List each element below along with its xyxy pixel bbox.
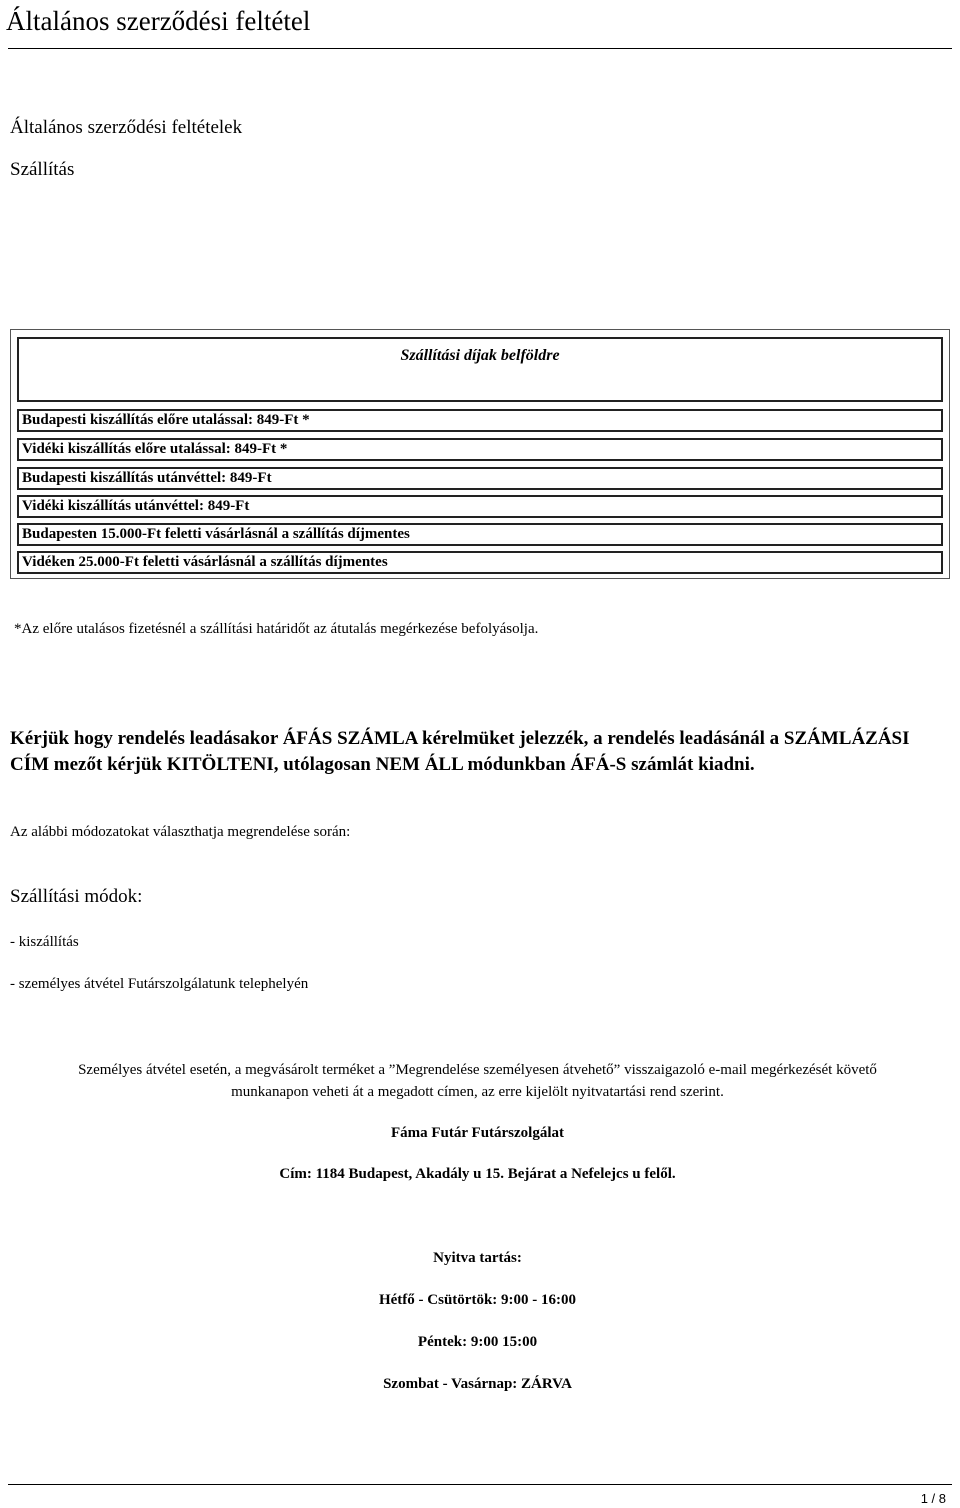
courier-address: Cím: 1184 Budapest, Akadály u 15. Bejárat a Nefelejcs u felől. [279, 1166, 676, 1182]
fee-row: Budapesti kiszállítás előre utalással: 849-Ft * [17, 409, 943, 432]
shipping-heading: Szállítás [10, 159, 75, 180]
personal-pickup-line: munkanapon veheti át a megadott címen, az erre kijelölt nyitvatartási rend szerint. [231, 1084, 724, 1100]
prepayment-footnote: *Az előre utalásos fizetésnél a szállítási határidőt az átutalás megérkezése befolyásolja. [14, 621, 539, 637]
opening-hours-item: Péntek: 9:00 15:00 [417, 1334, 538, 1350]
footer-divider [8, 1484, 952, 1485]
page-indicator: 1 / 8 [920, 1491, 946, 1506]
invoice-warning: Kérjük hogy rendelés leadásakor ÁFÁS SZÁMLA kérelmüket jelezzék, a rendelés leadásánál a SZÁMLÁZÁSI CÍM mezőt kérjük KITÖLTENI, utólagosan NEM ÁLL módunkban ÁFÁ-S számlát kiadni. [10, 728, 910, 775]
shipping-mode-item: - személyes átvétel Futárszolgálatunk telephelyén [10, 976, 309, 992]
main-heading: Általános szerződési feltételek [10, 117, 243, 138]
courier-name: Fáma Futár Futárszolgálat [390, 1125, 565, 1141]
fee-row: Vidéki kiszállítás utánvéttel: 849-Ft [17, 495, 943, 518]
shipping-fee-table [10, 329, 950, 579]
personal-pickup-line: Személyes átvétel esetén, a megvásárolt terméket a ”Megrendelése személyesen átvehető” visszaigazoló e-mail megérkezését követő [78, 1062, 877, 1078]
fee-row: Vidéki kiszállítás előre utalással: 849-Ft * [17, 438, 943, 461]
fee-table-header: Szállítási díjak belföldre [17, 337, 943, 402]
personal-pickup-text [10, 1059, 945, 1103]
fee-row: Budapesten 15.000-Ft feletti vásárlásnál a szállítás díjmentes [17, 523, 943, 546]
modes-intro: Az alábbi módozatokat választhatja megrendelése során: [10, 824, 351, 840]
shipping-mode-item: - kiszállítás [10, 934, 79, 950]
fee-row: Budapesti kiszállítás utánvéttel: 849-Ft [17, 467, 943, 490]
opening-hours-item: Szombat - Vasárnap: ZÁRVA [383, 1376, 572, 1392]
shipping-modes-heading: Szállítási módok: [10, 886, 143, 907]
fee-row: Vidéken 25.000-Ft feletti vásárlásnál a szállítás díjmentes [17, 551, 943, 574]
title-divider [8, 48, 952, 49]
opening-hours-item: Hétfő - Csütörtök: 9:00 - 16:00 [378, 1292, 577, 1308]
opening-hours-title: Nyitva tartás: [433, 1250, 522, 1266]
page-title: Általános szerződési feltétel [6, 6, 311, 36]
